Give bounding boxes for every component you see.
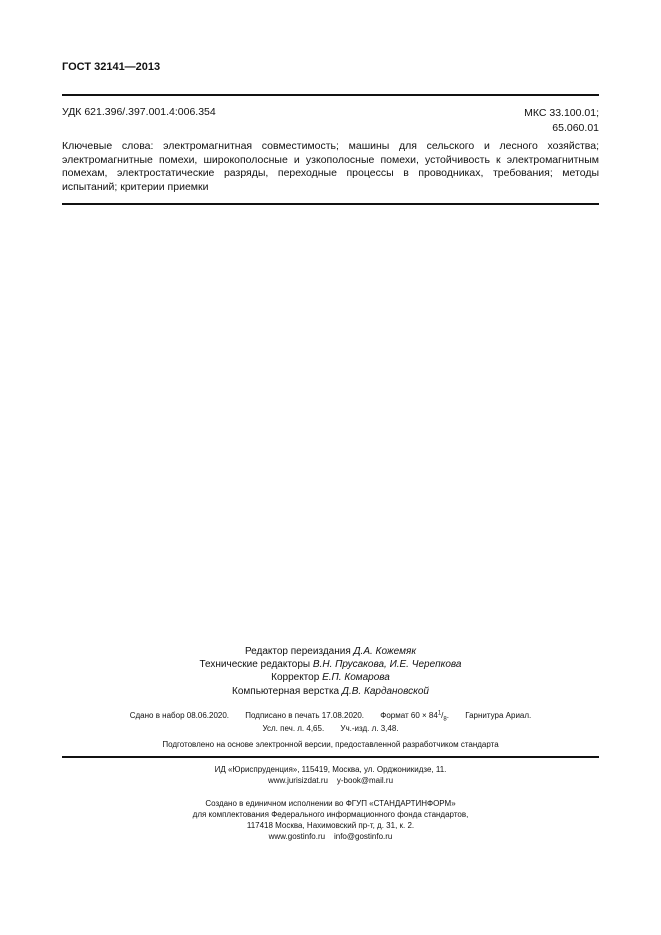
corrector-name: Е.П. Комарова [322, 672, 390, 684]
printing-info-line-1 [0, 710, 661, 722]
producer-contacts [0, 831, 661, 842]
publisher-contacts [0, 775, 661, 786]
signed-date: Подписано в печать 17.08.2020. [245, 710, 365, 720]
layout-label: Компьютерная верстка [232, 685, 340, 697]
tech-editors-label: Технические редакторы [199, 659, 311, 671]
editor-label: Редактор переиздания [244, 646, 351, 657]
publisher-block [0, 764, 661, 786]
format-denominator: 8 [443, 716, 447, 723]
producer-site[interactable]: www.gostinfo.ru [268, 832, 326, 841]
producer-line-3: 117418 Москва, Нахимовский пр-т, д. 31, к. 2. [246, 821, 415, 830]
submitted-date: Сдано в набор 08.06.2020. [129, 710, 230, 720]
mks-line-2: 65.060.01 [552, 122, 599, 134]
corrector-line [0, 671, 661, 684]
imprint-divider [62, 756, 599, 758]
tech-editors-names: В.Н. Прусакова, И.Е. Черепкова [312, 659, 462, 671]
corrector-label: Корректор [271, 672, 320, 684]
producer-line-2: для комплектования Федерального информационного фонда стандартов, [192, 810, 469, 819]
printing-info-line-2 [0, 724, 661, 733]
publisher-address: ИД «Юриспруденция», 115419, Москва, ул. Орджоникидзе, 11. [214, 765, 447, 774]
layout-line [0, 685, 661, 698]
typeface: Гарнитура Ариал. [465, 710, 532, 720]
document-code: ГОСТ 32141—2013 [62, 61, 161, 73]
publisher-site[interactable]: www.jurisizdat.ru [267, 776, 328, 785]
producer-email[interactable]: info@gostinfo.ru [333, 832, 393, 841]
keywords-paragraph: Ключевые слова: электромагнитная совместимость; машины для сельского и лесного хозяйства; электромагнитные помехи, широкополосные и узкополосные помехи, устойчивость к электромагнитным помехам, электростатические разряды, переходные процессы в проводниках, требования; методы испытаний; критерии приемки [62, 140, 599, 193]
credits-block [0, 645, 661, 698]
publishing-sheets: Уч.-изд. л. 3,48. [340, 724, 399, 733]
mks-code [524, 106, 599, 136]
publisher-email[interactable]: y-book@mail.ru [336, 776, 394, 785]
format-numerator: 1 [437, 710, 442, 716]
editor-line [0, 645, 661, 658]
format-suffix: . [446, 710, 449, 720]
top-divider [62, 94, 599, 96]
keywords-divider [62, 203, 599, 205]
conventional-sheets: Усл. печ. л. 4,65. [262, 724, 325, 733]
mks-line-1: МКС 33.100.01; [524, 107, 599, 119]
editor-name: Д.А. Кожемяк [353, 646, 417, 657]
producer-block [0, 798, 661, 842]
format-prefix: Формат 60 × 84 [380, 710, 438, 720]
udk-code: УДК 621.396/.397.001.4:006.354 [62, 106, 216, 118]
layout-name: Д.В. Кардановской [341, 685, 429, 697]
prepared-note: Подготовлено на основе электронной версии, предоставленной разработчиком стандарта [162, 740, 499, 749]
paper-format [380, 710, 449, 723]
format-slash: / [441, 710, 444, 720]
producer-line-1: Создано в единичном исполнении во ФГУП «СТАНДАРТИНФОРМ» [205, 799, 456, 808]
tech-editors-line [0, 658, 661, 671]
